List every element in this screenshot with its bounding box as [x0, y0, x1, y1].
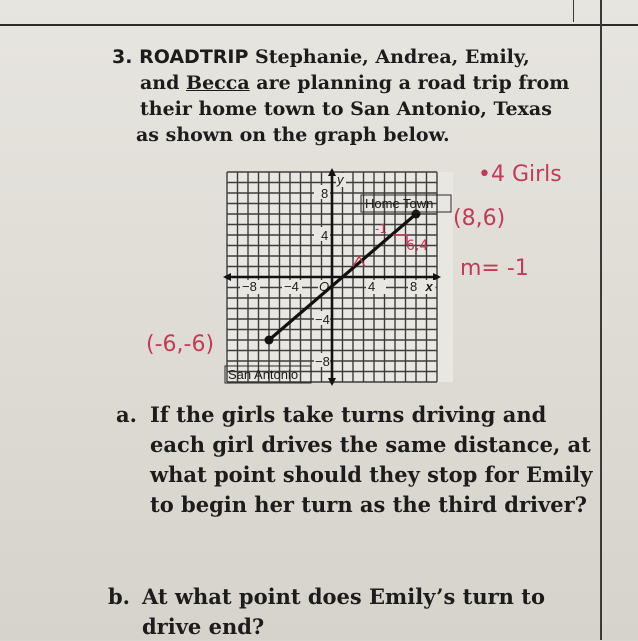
annotation-san-antonio-point: (-6,-6): [146, 332, 215, 357]
y-tick-label: 8: [321, 186, 329, 201]
question-a-line-3: what point should they stop for Emily: [150, 462, 593, 487]
x-axis-label: x: [425, 279, 433, 294]
question-a-label: a.: [116, 402, 137, 427]
x-tick-label: 8: [410, 279, 418, 294]
question-a-line-4: to begin her turn as the third driver?: [150, 492, 587, 517]
top-divider: [0, 24, 638, 26]
y-tick-label: −4: [315, 312, 330, 327]
san-antonio-point: [265, 336, 274, 345]
question-b-line-1: At what point does Emily’s turn to: [142, 584, 545, 609]
question-a-line-2: each girl drives the same distance, at: [150, 432, 591, 457]
name-becca: Becca: [186, 72, 250, 94]
problem-line-2: [140, 70, 569, 96]
top-right-rule: [573, 0, 574, 22]
problem-line-1: [112, 44, 530, 70]
origin-label: O: [319, 279, 330, 294]
annotation-home-point: (8,6): [453, 206, 506, 231]
problem-keyword: ROADTRIP: [139, 46, 249, 68]
annotation-slope: m= -1: [460, 256, 529, 281]
y-tick-label: −8: [315, 354, 330, 369]
x-tick-label: 4: [368, 279, 376, 294]
x-tick-label: −8: [242, 279, 257, 294]
right-margin-rule: [600, 0, 602, 640]
problem-line-2-b: are planning a road trip from: [249, 72, 570, 94]
annotation-girls: •4 Girls: [478, 162, 562, 187]
question-b-label: b.: [108, 584, 130, 609]
y-axis-label: y: [337, 172, 344, 187]
question-a-line-1: If the girls take turns driving and: [150, 402, 547, 427]
question-b-line-2: drive end?: [142, 614, 265, 639]
annotation-minus-1: -1: [375, 222, 387, 236]
problem-line-2-a: and: [140, 72, 187, 94]
problem-line-4: as shown on the graph below.: [136, 124, 450, 146]
home-town-label: Home Town: [365, 196, 434, 211]
coordinate-graph: [220, 168, 460, 388]
problem-line-3: their home town to San Antonio, Texas: [140, 98, 552, 120]
annotation-6-4: 6,4: [406, 238, 429, 254]
problem-number: 3.: [112, 46, 133, 68]
y-tick-label: 4: [321, 228, 329, 243]
problem-line-1-text: Stephanie, Andrea, Emily,: [255, 46, 530, 68]
san-antonio-label: San Antonio: [228, 367, 299, 382]
x-tick-label: −4: [284, 279, 299, 294]
